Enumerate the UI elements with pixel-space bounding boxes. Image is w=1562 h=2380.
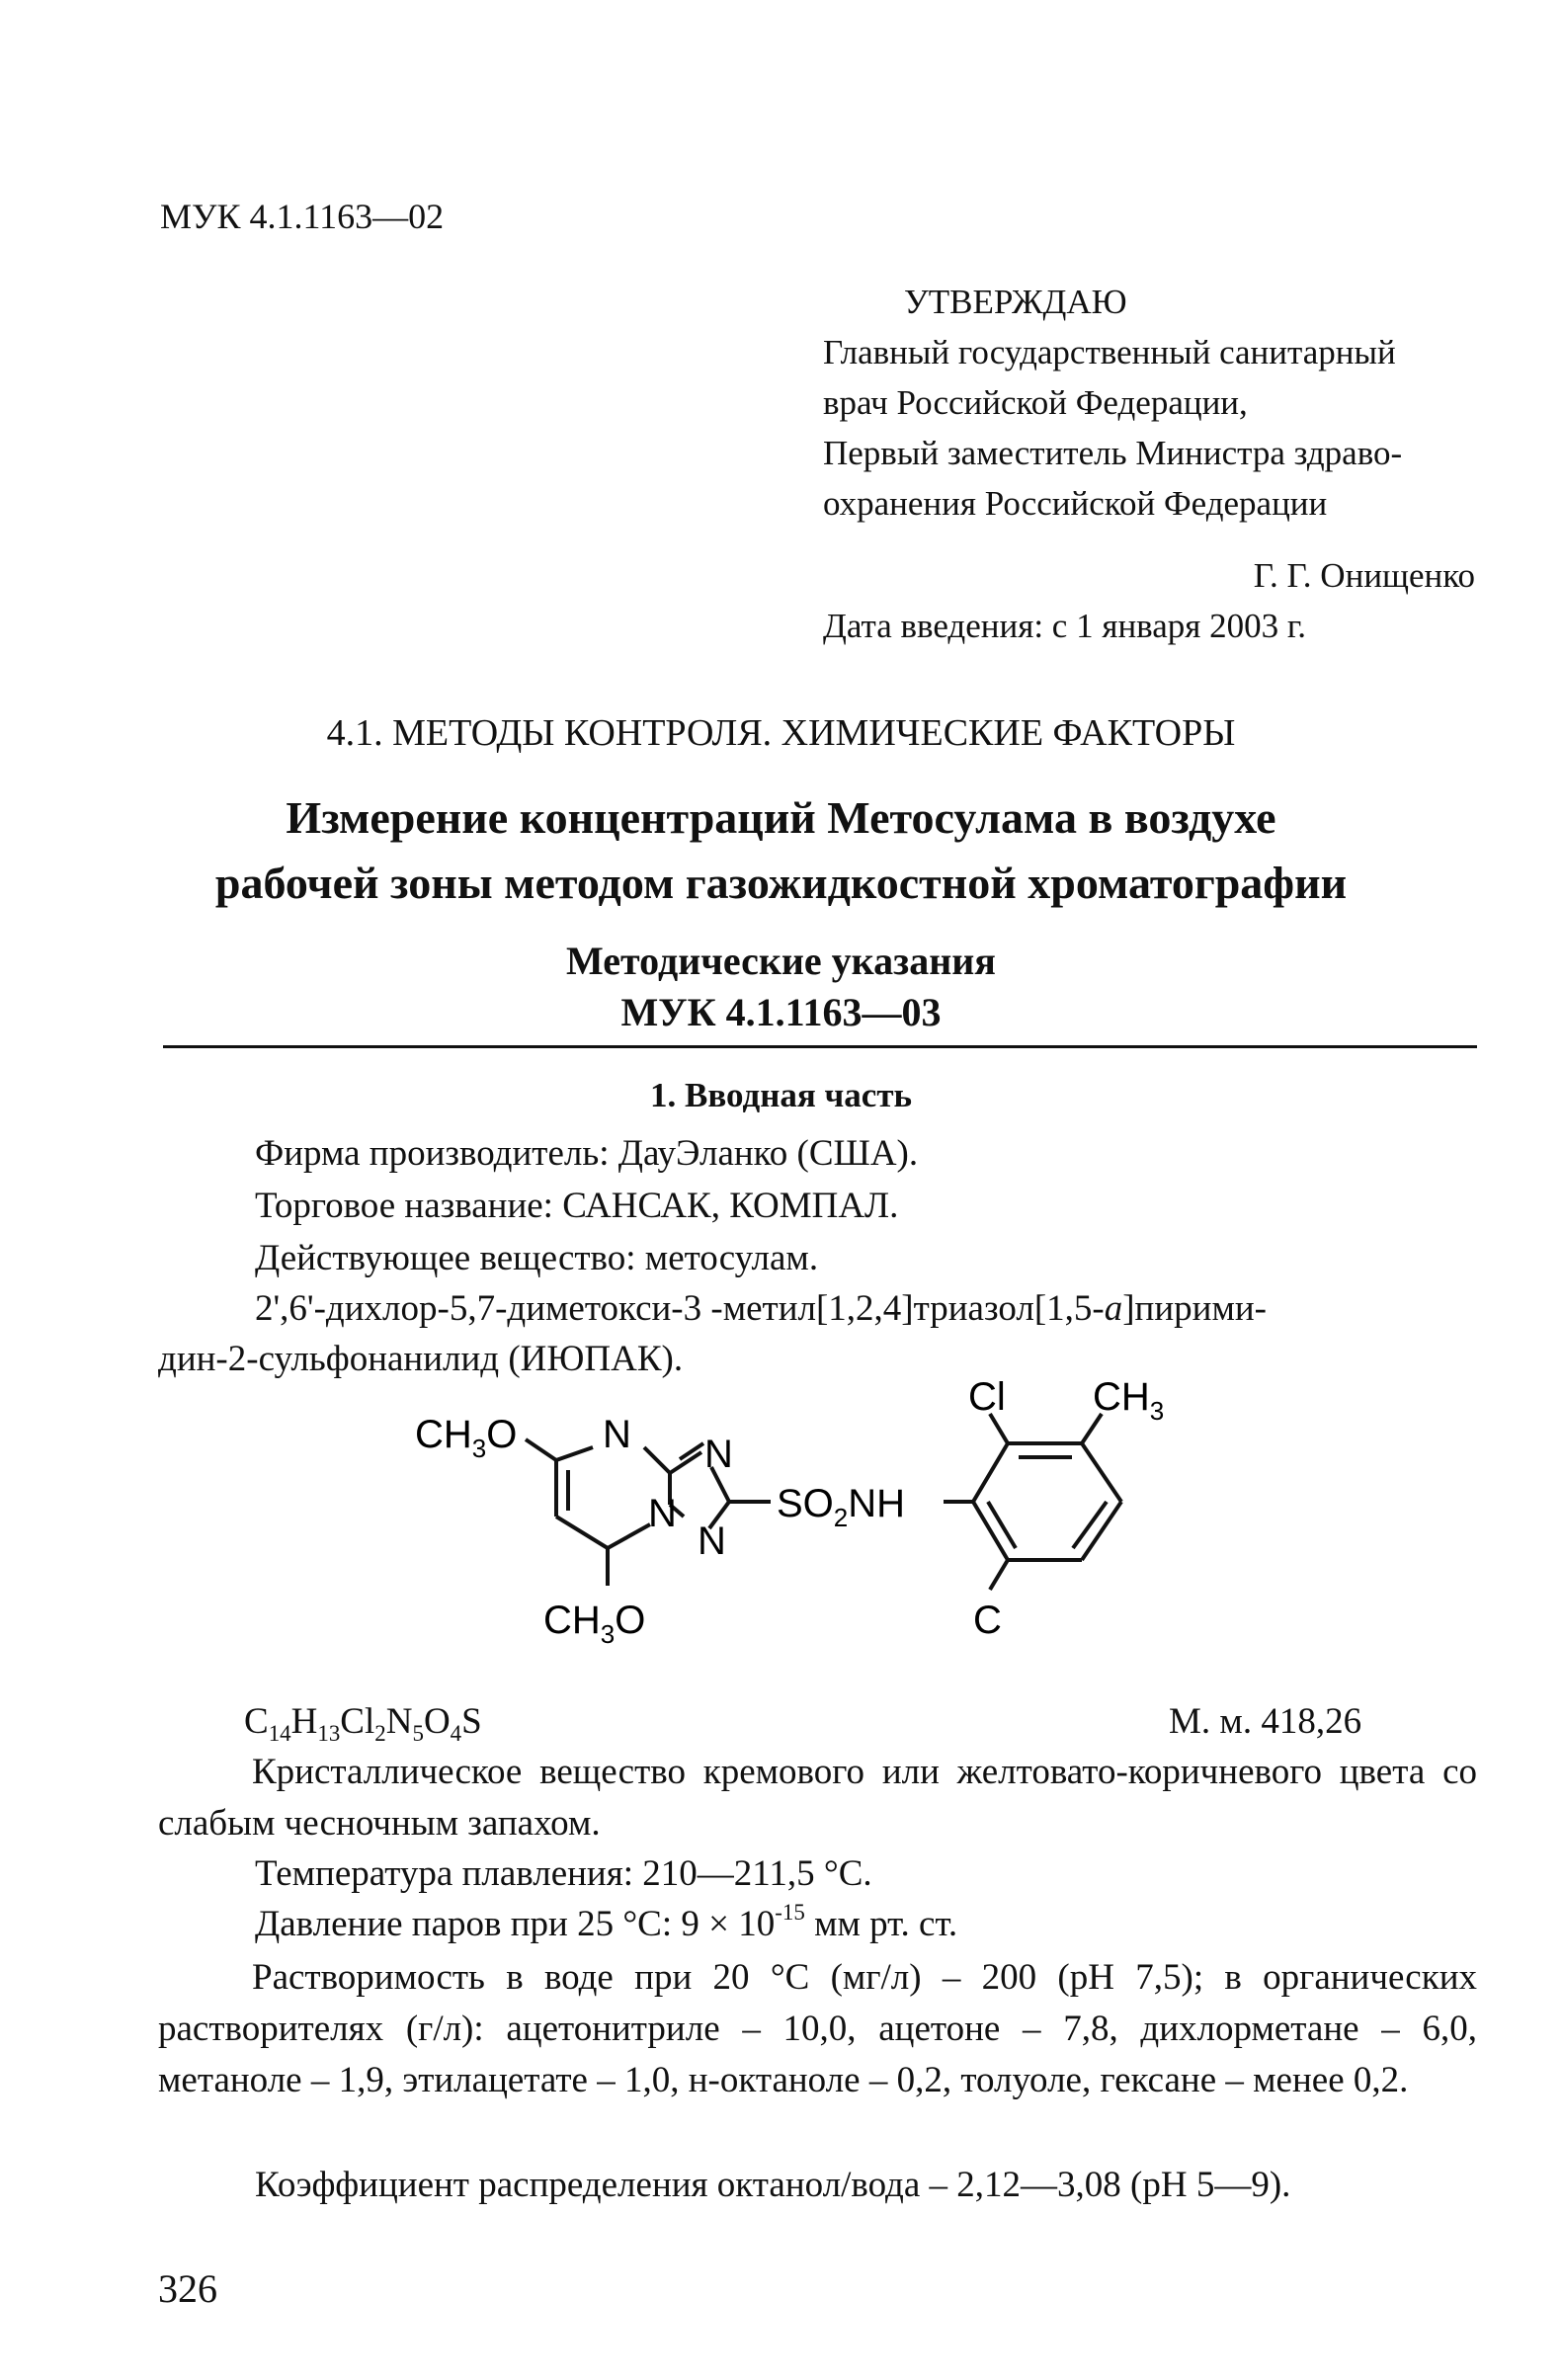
approval-line: Главный государственный санитарный [823, 333, 1396, 371]
iupac-part: 2',6'-дихлор-5,7-диметокси-3 -метил[1,2,4]триазол[1,5- [255, 1288, 1105, 1329]
methoxy-label: $CH_3O$ [543, 1599, 646, 1649]
approval-line: Первый заместитель Министра здраво- [823, 434, 1403, 472]
nitrogen-label: N [704, 1433, 733, 1476]
divider-line [163, 1045, 1477, 1048]
methoxy-label: $CH_3O$ [415, 1413, 518, 1463]
document-title-line: Измерение концентраций Метосулама в воздухе [286, 792, 1276, 843]
effective-date: Дата введения: с 1 января 2003 г. [823, 607, 1307, 645]
molecular-mass: М. м. 418,26 [1169, 1701, 1362, 1742]
description-paragraph: Кристаллическое вещество кремового или желтовато-коричневого цвета со слабым чесночным запахом. [158, 1752, 1477, 1844]
methyl-label: $CH_3$ [1093, 1378, 1165, 1426]
carbon-label: C [973, 1599, 1002, 1642]
intro-heading: 1. Вводная часть [649, 1076, 913, 1114]
approval-block [823, 277, 1475, 651]
vapor-pressure-line: Давление паров при 25 °С: $9 \times 10^{-15}$ мм рт. ст. [255, 1899, 958, 1944]
nitrogen-label: N [603, 1413, 631, 1456]
active-substance-line: Действующее вещество: метосулам. [255, 1238, 819, 1278]
solubility-paragraph: Растворимость в воде при 20 °С (мг/л) – 200 (рН 7,5); в органических растворителях (г/л): ацетонитриле – 10,0, ацетоне – 7,8, дихлорметане – 6,0, метаноле – 1,9, этилацетате – 1,0, н-октаноле – 0,2, толуоле, гексане – менее 0,2. [158, 1957, 1477, 2100]
sulfonamide-label: $SO_2NH$ [777, 1482, 906, 1532]
page-number: 326 [158, 2266, 217, 2311]
iupac-name-line [255, 1284, 1267, 1333]
document-code: МУК 4.1.1163—02 [160, 197, 445, 236]
iupac-part: ]пирими- [1122, 1288, 1267, 1329]
trade-name-line: Торговое название: САНСАК, КОМПАЛ. [255, 1186, 899, 1226]
document-title-line: рабочей зоны методом газожидкостной хроматографии [214, 858, 1348, 908]
manufacturer-line: Фирма производитель: ДауЭланко (США). [255, 1133, 919, 1174]
iupac-name-line: дин-2-сульфонанилид (ИЮПАК). [158, 1339, 684, 1379]
document-number: МУК 4.1.1163—03 [620, 990, 942, 1034]
document-subtitle: Методические указания [566, 939, 996, 983]
nitrogen-label: N [648, 1492, 677, 1535]
approval-heading: УТВЕРЖДАЮ [904, 283, 1127, 321]
section-heading: 4.1. МЕТОДЫ КОНТРОЛЯ. ХИМИЧЕСКИЕ ФАКТОРЫ [326, 712, 1236, 754]
chlorine-label: Cl [968, 1378, 1006, 1419]
nitrogen-label: N [698, 1519, 726, 1563]
approval-line: врач Российской Федерации, [823, 383, 1248, 422]
signatory-name: Г. Г. Онищенко [1253, 556, 1475, 595]
melting-point-line: Температура плавления: 210—211,5 °С. [255, 1853, 872, 1894]
partition-coefficient-line: Коэффициент распределения октанол/вода – 2,12—3,08 (рН 5—9). [255, 2165, 1291, 2205]
molecular-formula: $C_{14}H_{13}Cl_2N_5O_4S$ [244, 1701, 482, 1747]
structural-formula [415, 1378, 1205, 1694]
iupac-italic: a [1104, 1288, 1123, 1329]
approval-line: охранения Российской Федерации [823, 484, 1328, 523]
